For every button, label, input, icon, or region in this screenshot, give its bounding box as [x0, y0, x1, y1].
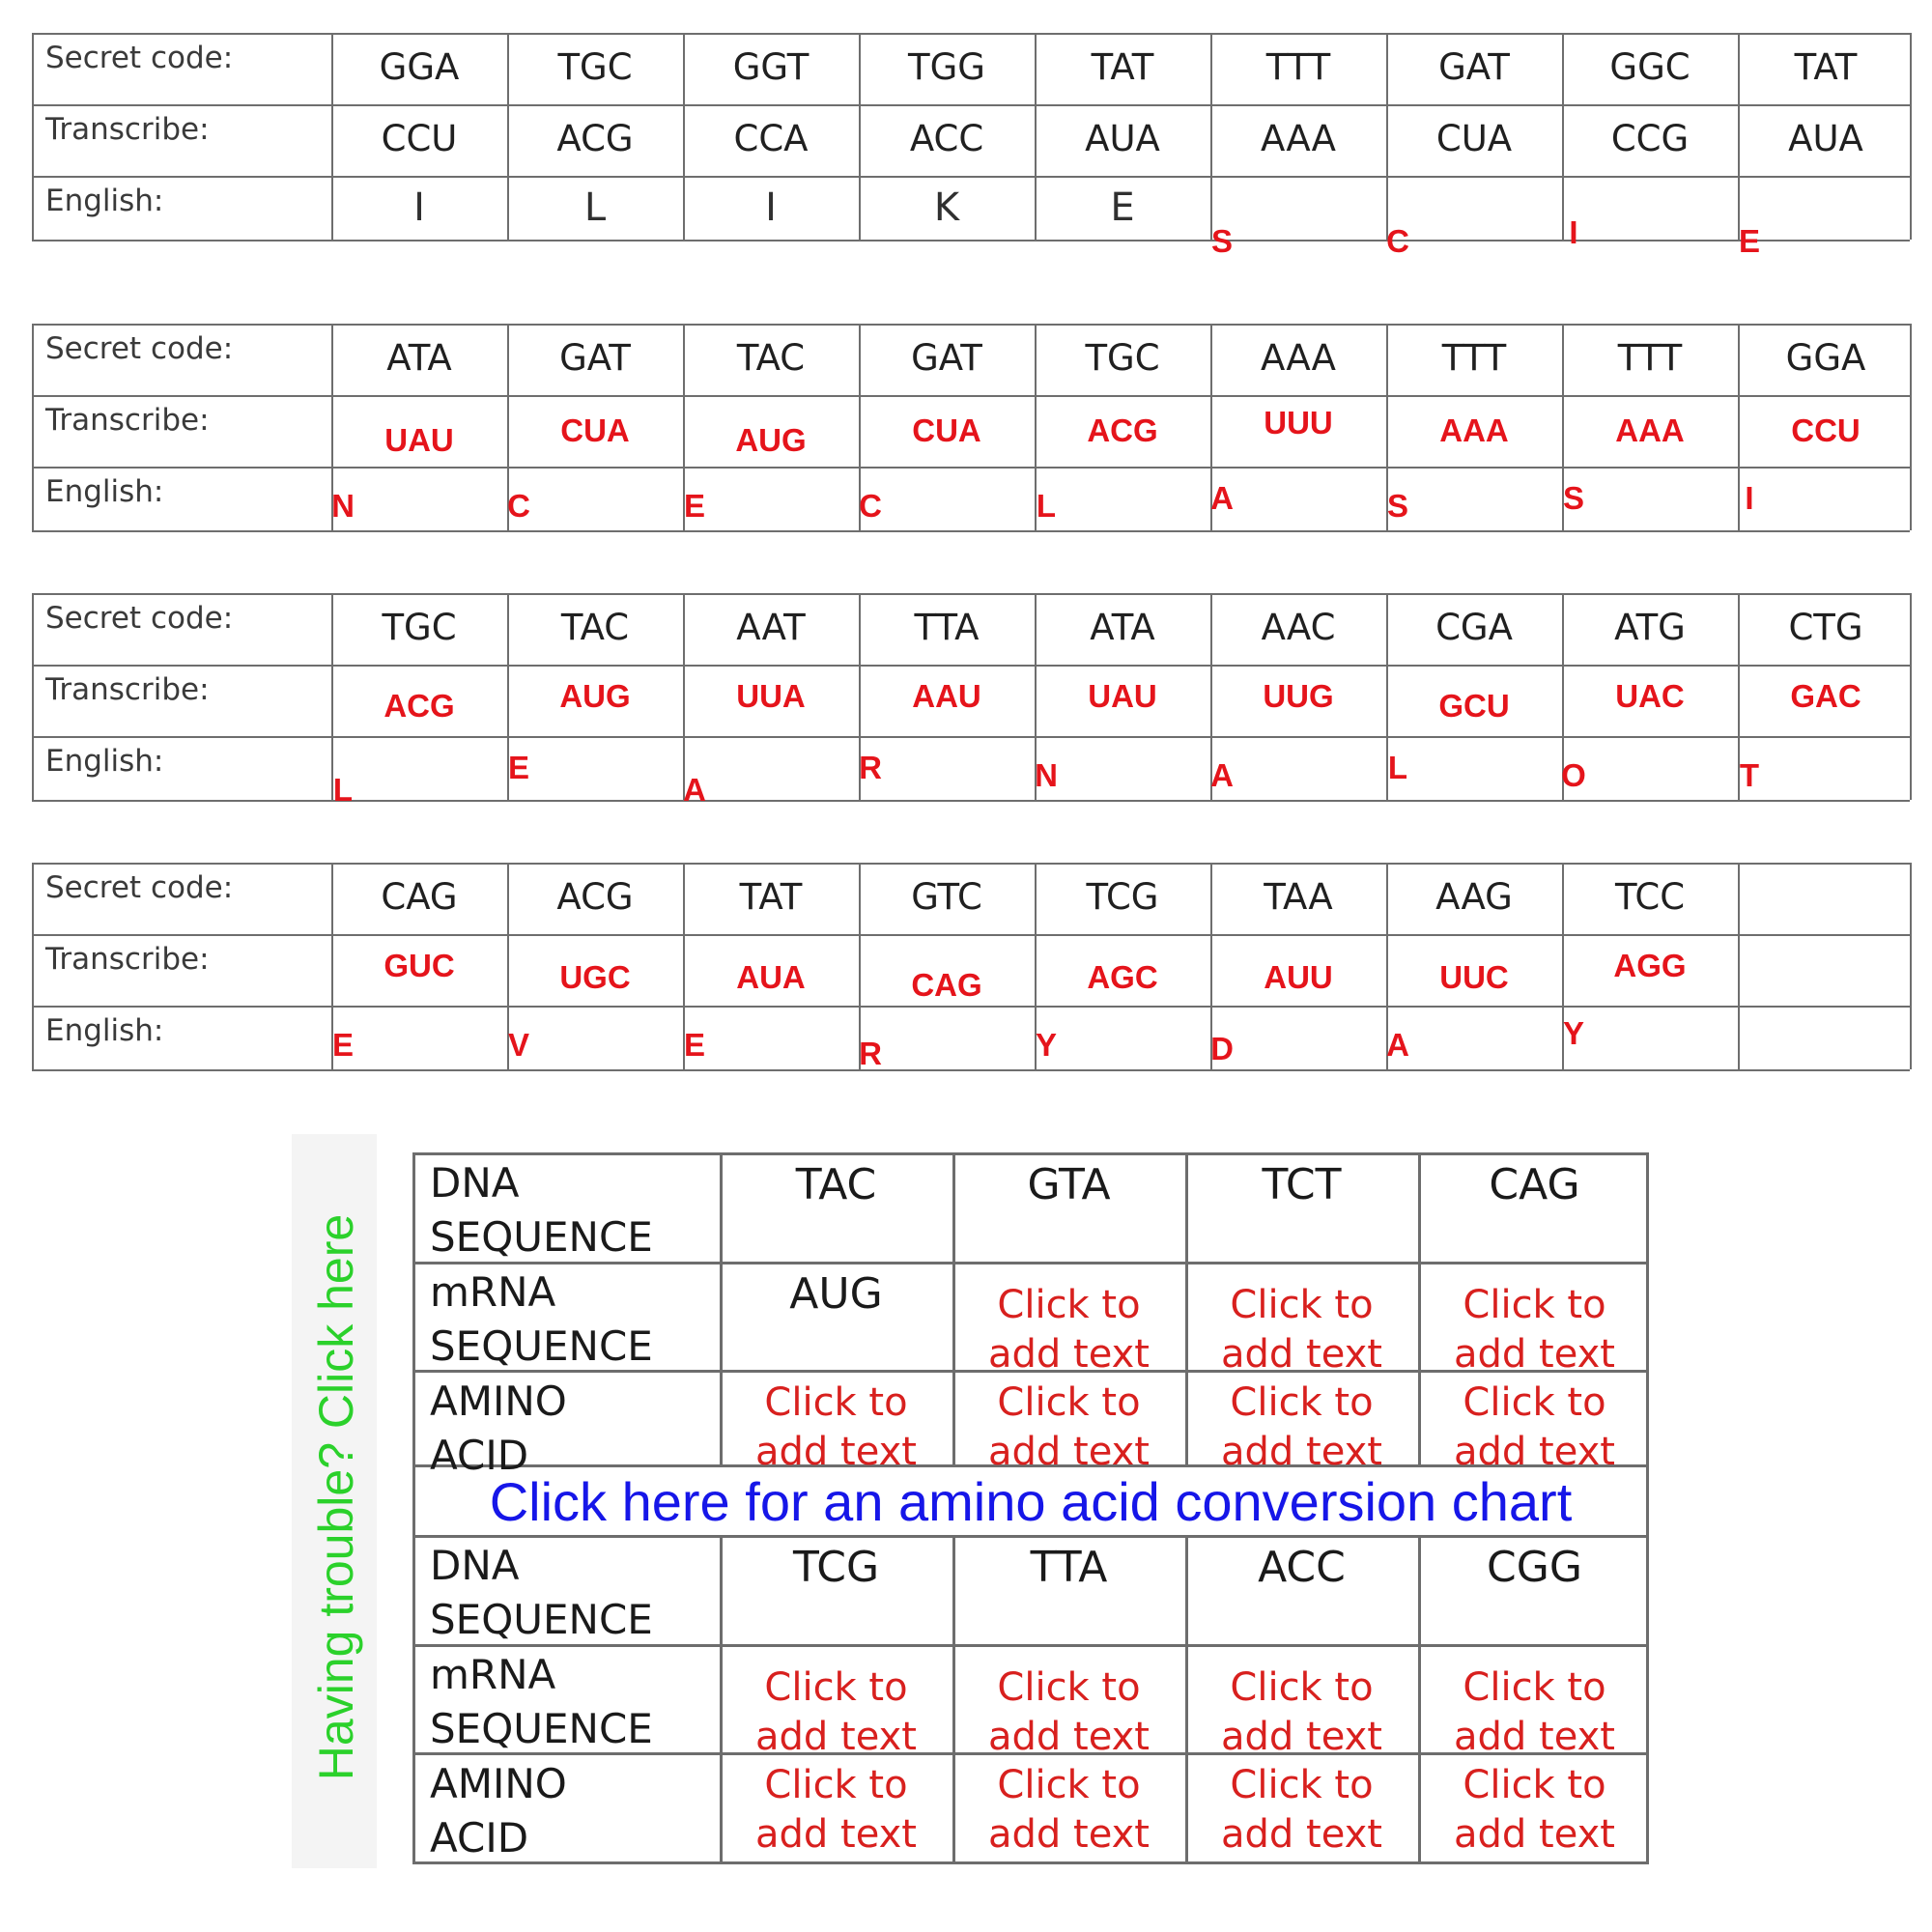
english-cell[interactable]: Y [1035, 1027, 1057, 1063]
english-cell[interactable]: R [859, 750, 882, 785]
transcribe-cell[interactable]: UUG [1263, 678, 1334, 714]
mrna-input[interactable] [1418, 1281, 1651, 1379]
transcribe-cell: AUA [1085, 118, 1160, 159]
mrna-sequence-label-line2: SEQUENCE [430, 1705, 653, 1752]
transcribe-cell[interactable]: AUG [559, 678, 631, 714]
secret-code-cell: TTA [914, 607, 980, 648]
secret-code-cell: TAA [1264, 876, 1333, 918]
amino-acid-input[interactable] [1185, 1761, 1418, 1860]
dna-codon-cell: TTA [1030, 1543, 1108, 1592]
mrna-input[interactable] [952, 1281, 1185, 1379]
english-cell[interactable]: I [1745, 480, 1754, 516]
english-cell[interactable]: Y [1562, 1015, 1584, 1051]
placeholder-line1: Click to [997, 1283, 1141, 1327]
table-rule [32, 324, 34, 530]
english-cell[interactable]: D [1210, 1031, 1234, 1066]
english-cell[interactable]: E [683, 488, 705, 524]
secret-code-label: Secret code: [45, 41, 234, 75]
mrna-sequence-label-line2: SEQUENCE [430, 1322, 653, 1370]
secret-code-cell: TCG [1086, 876, 1159, 918]
english-cell[interactable]: S [1386, 488, 1408, 524]
secret-code-cell: GGA [1785, 337, 1866, 379]
secret-code-cell: TAT [739, 876, 803, 918]
table-rule [1910, 863, 1912, 1069]
dna-codon-cell: TCT [1262, 1160, 1342, 1209]
english-cell[interactable]: A [683, 772, 706, 808]
dna-sequence-label-line1: DNA [430, 1159, 520, 1207]
transcribe-cell[interactable]: GUC [384, 948, 455, 983]
english-cell: K [933, 185, 960, 230]
mrna-input[interactable] [1185, 1663, 1418, 1762]
english-cell: I [413, 185, 425, 230]
codon-worksheet [32, 33, 1910, 1071]
placeholder-line2: add text [988, 1332, 1150, 1377]
mrna-input[interactable] [1185, 1281, 1418, 1379]
placeholder-line2: add text [1454, 1812, 1615, 1857]
table-rule [32, 33, 1910, 35]
secret-code-cell: ATA [1090, 607, 1155, 648]
secret-code-cell: CGA [1435, 607, 1513, 648]
secret-code-cell: GAT [911, 337, 982, 379]
english-cell[interactable]: L [332, 772, 354, 808]
transcribe-label: Transcribe: [45, 112, 210, 147]
placeholder-line1: Click to [1463, 1665, 1606, 1710]
transcribe-cell: ACG [556, 118, 634, 159]
conversion-chart-link[interactable]: Click here for an amino acid conversion chart [489, 1471, 1573, 1532]
english-cell[interactable]: I [1569, 214, 1578, 250]
transcribe-cell[interactable]: CAG [911, 967, 982, 1003]
mrna-sequence-label-line1: mRNA [430, 1268, 556, 1316]
english-cell[interactable]: S [1562, 480, 1584, 516]
placeholder-line2: add text [988, 1430, 1150, 1474]
transcribe-cell[interactable]: UUU [1264, 405, 1333, 440]
placeholder-line2: add text [1454, 1430, 1615, 1474]
dna-codon-cell: CAG [1489, 1160, 1580, 1209]
transcribe-cell[interactable]: ACG [384, 688, 455, 724]
english-label: English: [45, 184, 164, 218]
dna-sequence-label-line2: SEQUENCE [430, 1213, 653, 1261]
placeholder-line1: Click to [1230, 1665, 1374, 1710]
table-rule [32, 863, 1910, 865]
dna-sequence-label [430, 1156, 720, 1264]
table-rule [32, 176, 1910, 178]
transcribe-cell[interactable]: CCU [1791, 412, 1861, 448]
placeholder-line2: add text [755, 1430, 917, 1474]
table-rule [32, 1006, 1910, 1008]
placeholder-line1: Click to [997, 1763, 1141, 1807]
table-rule [412, 1152, 1649, 1155]
placeholder-line2: add text [1221, 1430, 1382, 1474]
transcribe-cell: AUA [1788, 118, 1863, 159]
table-rule [412, 1152, 415, 1464]
english-cell[interactable]: A [1210, 480, 1234, 516]
secret-code-cell: TGC [1085, 337, 1160, 379]
transcribe-cell[interactable]: AUA [736, 959, 806, 995]
placeholder-line2: add text [1221, 1715, 1382, 1759]
transcribe-cell[interactable]: CUA [912, 412, 981, 448]
transcribe-cell: ACC [909, 118, 984, 159]
english-cell[interactable]: A [1210, 757, 1234, 793]
amino-acid-label [430, 1757, 720, 1865]
placeholder-line1: Click to [764, 1763, 908, 1807]
secret-code-cell: GGC [1609, 46, 1690, 88]
transcribe-cell[interactable]: AAA [1615, 412, 1685, 448]
table-rule [32, 736, 1910, 738]
english-cell: E [1110, 185, 1135, 230]
transcribe-cell[interactable]: AUU [1264, 959, 1333, 995]
secret-code-label: Secret code: [45, 331, 234, 366]
placeholder-line2: add text [1454, 1332, 1615, 1377]
transcribe-cell: CCU [381, 118, 458, 159]
codon-exercise-table [412, 1152, 1649, 1864]
amino-acid-input[interactable] [720, 1761, 952, 1860]
secret-code-cell: TTT [1441, 337, 1507, 379]
english-cell[interactable]: C [859, 488, 882, 524]
transcribe-cell[interactable]: UAC [1615, 678, 1685, 714]
secret-code-cell: TAC [736, 337, 806, 379]
amino-acid-input[interactable] [1418, 1761, 1651, 1860]
transcribe-cell[interactable]: GAC [1790, 678, 1861, 714]
english-cell[interactable]: C [1386, 223, 1409, 259]
secret-code-cell: TAT [1794, 46, 1858, 88]
amino-acid-label-line2: ACID [430, 1814, 529, 1861]
amino-acid-input[interactable] [952, 1378, 1185, 1477]
amino-acid-input[interactable] [1185, 1378, 1418, 1477]
table-rule [32, 863, 34, 1069]
secret-code-cell: GAT [1438, 46, 1510, 88]
transcribe-cell[interactable]: AAA [1439, 412, 1509, 448]
secret-code-cell: TGC [557, 46, 633, 88]
transcribe-cell[interactable]: UUC [1439, 959, 1509, 995]
mrna-input[interactable] [952, 1663, 1185, 1762]
placeholder-line1: Click to [764, 1380, 908, 1425]
placeholder-line1: Click to [764, 1665, 908, 1710]
dna-codon-cell: GTA [1027, 1160, 1111, 1209]
dna-codon-cell: CGG [1487, 1543, 1582, 1592]
english-cell[interactable]: E [331, 1027, 354, 1063]
placeholder-line2: add text [1221, 1332, 1382, 1377]
secret-code-cell: TTT [1265, 46, 1331, 88]
secret-code-cell: AAC [1261, 607, 1336, 648]
table-rule [32, 33, 34, 240]
mrna-sequence-label [430, 1265, 720, 1374]
table-rule [32, 665, 1910, 667]
amino-acid-label-line1: AMINO [430, 1760, 567, 1807]
table-rule [32, 395, 1910, 397]
placeholder-line1: Click to [1230, 1763, 1374, 1807]
placeholder-line2: add text [1454, 1715, 1615, 1759]
english-cell[interactable]: T [1739, 757, 1760, 793]
transcribe-cell[interactable]: AAU [912, 678, 981, 714]
transcribe-cell[interactable]: ACG [1087, 412, 1158, 448]
table-rule [412, 1464, 415, 1535]
mrna-sequence-label-line1: mRNA [430, 1651, 556, 1698]
table-rule [1738, 863, 1740, 1069]
transcribe-cell[interactable]: UUA [736, 678, 806, 714]
secret-code-label: Secret code: [45, 601, 234, 636]
secret-code-cell: CAG [381, 876, 458, 918]
english-cell[interactable]: C [507, 488, 530, 524]
secret-code-label: Secret code: [45, 870, 234, 905]
secret-code-cell: TCC [1614, 876, 1686, 918]
secret-code-cell: TGC [382, 607, 457, 648]
english-cell[interactable]: N [1035, 757, 1058, 793]
english-cell[interactable]: V [507, 1027, 529, 1063]
english-cell[interactable]: N [331, 488, 355, 524]
placeholder-line1: Click to [1230, 1283, 1374, 1327]
transcribe-cell[interactable]: UAU [1088, 678, 1157, 714]
secret-code-cell: TTT [1617, 337, 1683, 379]
amino-acid-label [430, 1375, 720, 1483]
placeholder-line1: Click to [997, 1380, 1141, 1425]
english-cell[interactable]: O [1561, 757, 1586, 793]
mrna-input[interactable] [720, 1663, 952, 1762]
english-cell[interactable]: L [1036, 488, 1057, 524]
transcribe-label: Transcribe: [45, 672, 210, 707]
mrna-input[interactable] [1418, 1663, 1651, 1762]
placeholder-line1: Click to [1463, 1763, 1606, 1807]
placeholder-line1: Click to [1463, 1283, 1606, 1327]
transcribe-cell[interactable]: AGG [1613, 948, 1687, 983]
english-cell[interactable]: A [1386, 1027, 1409, 1063]
secret-code-cell: ATG [1614, 607, 1686, 648]
dna-sequence-label [430, 1539, 720, 1647]
table-rule [32, 1069, 1910, 1071]
table-rule [412, 1535, 415, 1861]
dna-sequence-label-line2: SEQUENCE [430, 1596, 653, 1643]
transcribe-cell: AAA [1261, 118, 1336, 159]
table-rule [32, 593, 34, 800]
english-cell[interactable]: L [1387, 750, 1408, 785]
dna-codon-cell: TCG [792, 1543, 880, 1592]
english-cell: I [765, 185, 777, 230]
transcribe-label: Transcribe: [45, 403, 210, 438]
english-cell[interactable]: S [1210, 223, 1233, 259]
dna-codon-cell: TAC [795, 1160, 877, 1209]
secret-code-cell: AAG [1435, 876, 1513, 918]
secret-code-cell: TAT [1091, 46, 1154, 88]
transcribe-cell[interactable]: UGC [559, 959, 631, 995]
transcribe-cell: CCG [1610, 118, 1690, 159]
placeholder-line2: add text [755, 1715, 917, 1759]
table-rule [32, 934, 1910, 936]
transcribe-cell[interactable]: CUA [560, 412, 630, 448]
transcribe-cell[interactable]: AUG [735, 422, 807, 458]
mrna-codon-cell: AUG [789, 1269, 883, 1319]
table-rule [32, 593, 1910, 595]
secret-code-cell: TGG [908, 46, 985, 88]
english-label: English: [45, 1013, 164, 1048]
amino-acid-label-line2: ACID [430, 1432, 529, 1479]
transcribe-cell[interactable]: AGC [1087, 959, 1158, 995]
english-cell: L [583, 185, 607, 230]
table-rule [32, 530, 1910, 532]
secret-code-cell: AAT [736, 607, 806, 648]
dna-sequence-label-line1: DNA [430, 1542, 520, 1589]
secret-code-cell: GTC [911, 876, 982, 918]
table-rule [412, 1535, 1649, 1538]
mrna-sequence-label [430, 1648, 720, 1756]
table-rule [32, 324, 1910, 326]
secret-code-cell: TAC [560, 607, 630, 648]
amino-acid-input[interactable] [720, 1378, 952, 1477]
placeholder-line2: add text [988, 1715, 1150, 1759]
transcribe-cell: CCA [733, 118, 809, 159]
secret-code-cell: GAT [559, 337, 631, 379]
english-cell[interactable]: E [683, 1027, 705, 1063]
amino-acid-input[interactable] [952, 1761, 1185, 1860]
placeholder-line1: Click to [1230, 1380, 1374, 1425]
secret-code-cell: AAA [1261, 337, 1336, 379]
placeholder-line1: Click to [1463, 1380, 1606, 1425]
placeholder-line2: add text [755, 1812, 917, 1857]
secret-code-cell: ATA [386, 337, 452, 379]
dna-codon-cell: ACC [1258, 1543, 1346, 1592]
transcribe-cell[interactable]: UAU [384, 422, 454, 458]
table-rule [32, 104, 1910, 106]
secret-code-cell: ACG [556, 876, 634, 918]
placeholder-line2: add text [988, 1812, 1150, 1857]
amino-acid-label-line1: AMINO [430, 1378, 567, 1425]
transcribe-cell: CUA [1435, 118, 1513, 159]
secret-code-cell: GGT [732, 46, 810, 88]
english-label: English: [45, 474, 164, 509]
english-cell[interactable]: E [1738, 223, 1760, 259]
secret-code-cell: GGA [379, 46, 460, 88]
table-rule [32, 467, 1910, 469]
english-label: English: [45, 744, 164, 779]
having-trouble-link[interactable]: Having trouble? Click here [309, 1213, 363, 1781]
transcribe-label: Transcribe: [45, 942, 210, 977]
placeholder-line1: Click to [997, 1665, 1141, 1710]
english-cell[interactable]: R [859, 1036, 882, 1071]
placeholder-line2: add text [1221, 1812, 1382, 1857]
secret-code-cell: CTG [1788, 607, 1863, 648]
transcribe-cell[interactable]: GCU [1438, 688, 1510, 724]
english-cell[interactable]: E [507, 750, 529, 785]
amino-acid-input[interactable] [1418, 1378, 1651, 1477]
